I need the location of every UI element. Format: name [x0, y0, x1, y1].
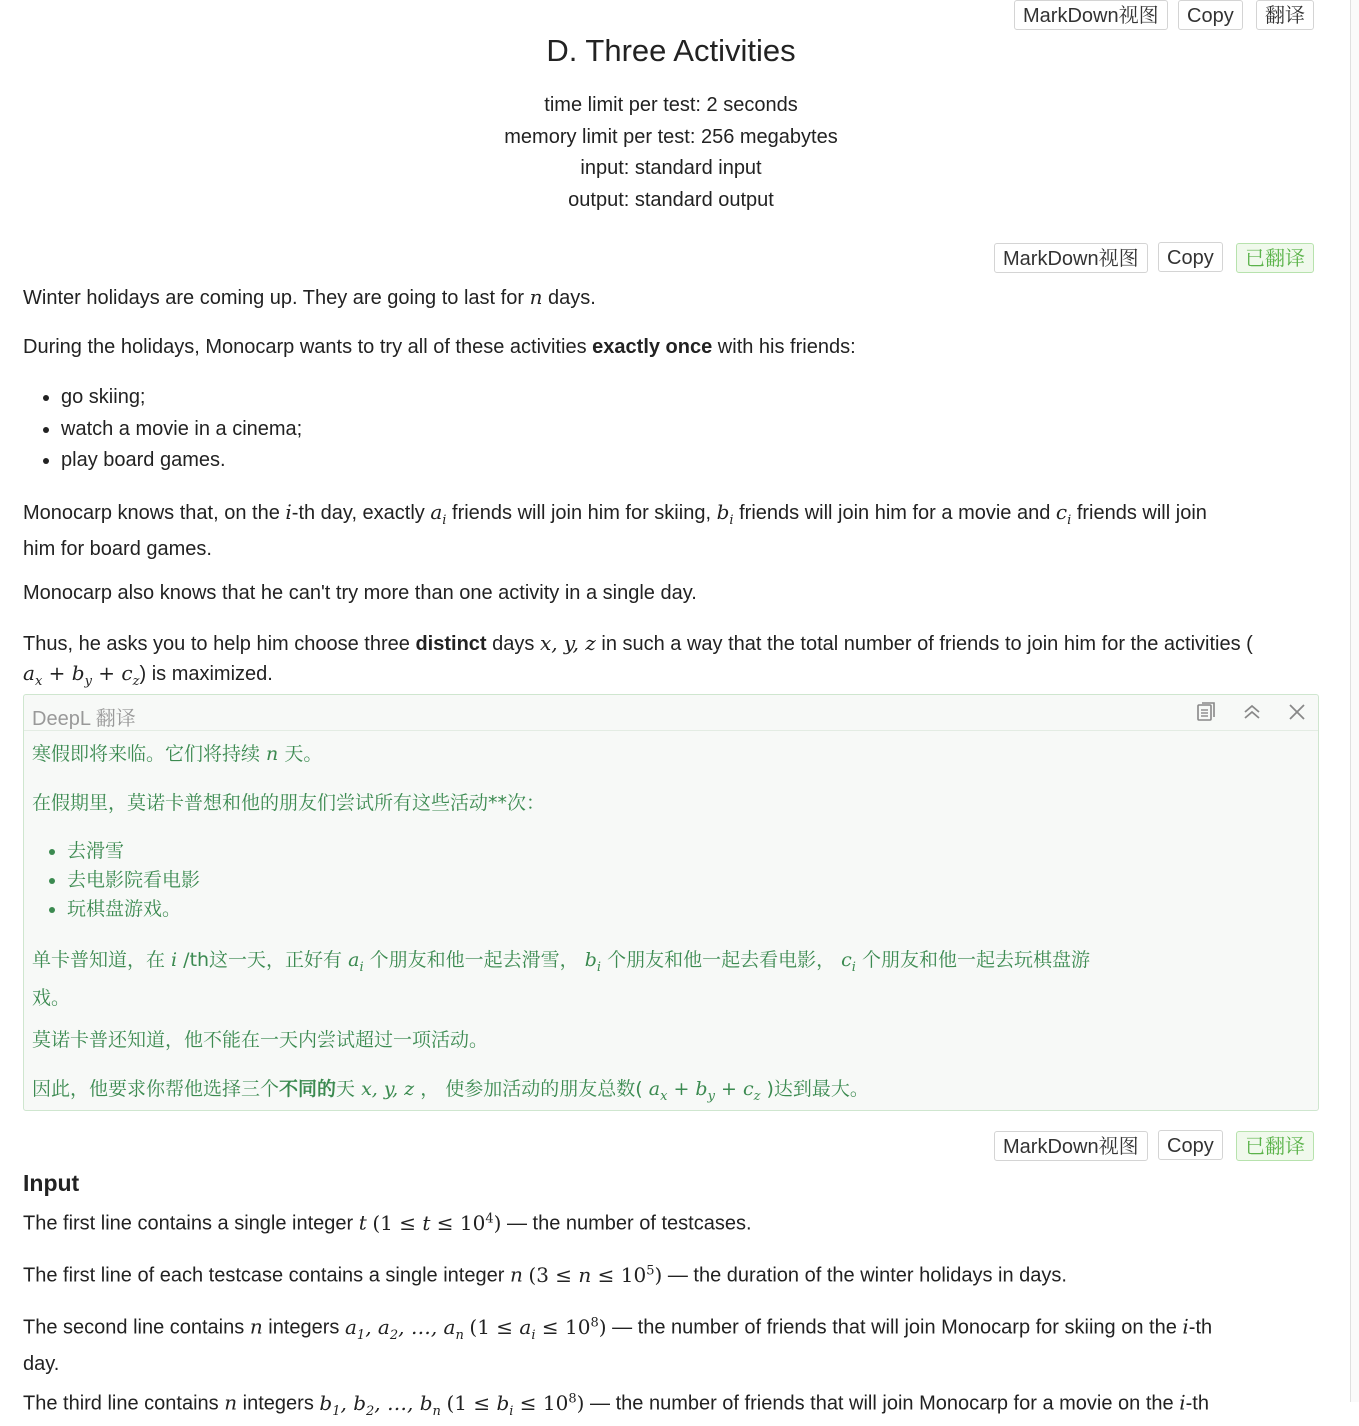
deepl-line-5: 因此，他要求你帮他选择三个不同的天 x, y, z ， 使参加活动的朋友总数( $a_x + b_y + c_z$ )达到最大。: [32, 1078, 869, 1104]
statement-paragraph-2: During the holidays, Monocarp wants to try all of these activities exactly once with his friends:: [23, 336, 856, 358]
collapse-icon[interactable]: [1241, 701, 1263, 723]
input-spec: input: standard input: [580, 157, 762, 179]
list-item: • 去电影院看电影: [67, 866, 200, 895]
translated-button-input[interactable]: 已翻译: [1236, 1131, 1314, 1161]
list-item: • 去滑雪: [67, 837, 200, 866]
close-icon[interactable]: [1286, 701, 1308, 723]
markdown-view-button-top[interactable]: MarkDown视图: [1014, 0, 1168, 30]
deepl-line-1: 寒假即将来临。它们将持续 n 天。: [32, 743, 323, 765]
list-item: • 玩棋盘游戏。: [67, 895, 200, 924]
statement-paragraph-5: Thus, he asks you to help him choose three distinct days x, y, z in such a way that the total number of friends to join him for the activities ( $a_x + b_y + c_z$) is maximized.: [23, 631, 1253, 689]
input-heading: Input: [23, 1170, 80, 1196]
deepl-list: [32, 837, 200, 924]
statement-paragraph-1: Winter holidays are coming up. They are going to last for n days.: [23, 285, 596, 309]
copy-icon[interactable]: [1195, 701, 1217, 723]
page-scrollbar[interactable]: [1350, 0, 1359, 1402]
list-item: • go skiing;: [61, 382, 302, 414]
time-limit: time limit per test: 2 seconds: [544, 94, 798, 116]
statement-paragraph-4: Monocarp also knows that he can't try more than one activity in a single day.: [23, 582, 697, 604]
memory-limit: memory limit per test: 256 megabytes: [504, 125, 838, 148]
translate-button-top[interactable]: 翻译: [1256, 0, 1314, 30]
input-line-3: The second line contains n integers $a_1$, $a_2$, …, $a_n$ $(1 \le a_i \le 10^8)$ — the number of friends that will join Monocarp for skiing on the i-th day.: [23, 1314, 1213, 1375]
deepl-line-4: 莫诺卡普还知道，他不能在一天内尝试超过一项活动。: [32, 1029, 489, 1051]
deepl-header: [24, 695, 1318, 731]
markdown-view-button-input[interactable]: MarkDown视图: [994, 1131, 1148, 1161]
deepl-line-3: 单卡普知道，在 i /th这一天，正好有 $a_i$ 个朋友和他一起去滑雪， $b_i$ 个朋友和他一起去看电影， $c_i$ 个朋友和他一起去玩棋盘游 戏。: [32, 949, 1091, 1009]
activities-list: [23, 382, 302, 477]
deepl-line-2: 在假期里，莫诺卡普想和他的朋友们尝试所有这些活动**次：: [32, 792, 546, 814]
input-line-2: The first line of each testcase contains a single integer n $(3 \le n \le 10^5)$ — the duration of the winter holidays in days.: [23, 1262, 1067, 1287]
translated-button-statement[interactable]: 已翻译: [1236, 243, 1314, 273]
statement-paragraph-3: Monocarp knows that, on the i-th day, exactly $a_i$ friends will join him for skiing, $b_i$ friends will join him for a movie and $c_i$ friends will join him for board games.: [23, 500, 1207, 560]
output-spec: output: standard output: [568, 188, 774, 211]
deepl-translation-panel: [23, 694, 1319, 1111]
copy-button-top[interactable]: Copy: [1178, 0, 1243, 30]
list-item: • watch a movie in a cinema;: [61, 414, 302, 446]
list-item: • play board games.: [61, 445, 302, 477]
markdown-view-button-statement[interactable]: MarkDown视图: [994, 243, 1148, 273]
deepl-title: DeepL 翻译: [32, 708, 136, 730]
problem-limits: [0, 90, 1342, 216]
copy-button-input[interactable]: Copy: [1158, 1130, 1223, 1160]
input-line-4: The third line contains n integers $b_1$, $b_2$, …, $b_n$ $(1 \le b_i \le 10^8)$ — the number of friends that will join Monocarp for a movie on the i-th: [23, 1390, 1209, 1419]
copy-button-statement[interactable]: Copy: [1158, 242, 1223, 272]
input-line-1: The first line contains a single integer t $(1 \le t \le 10^4)$ — the number of testcases.: [23, 1210, 752, 1235]
problem-title: D. Three Activities: [546, 33, 796, 68]
